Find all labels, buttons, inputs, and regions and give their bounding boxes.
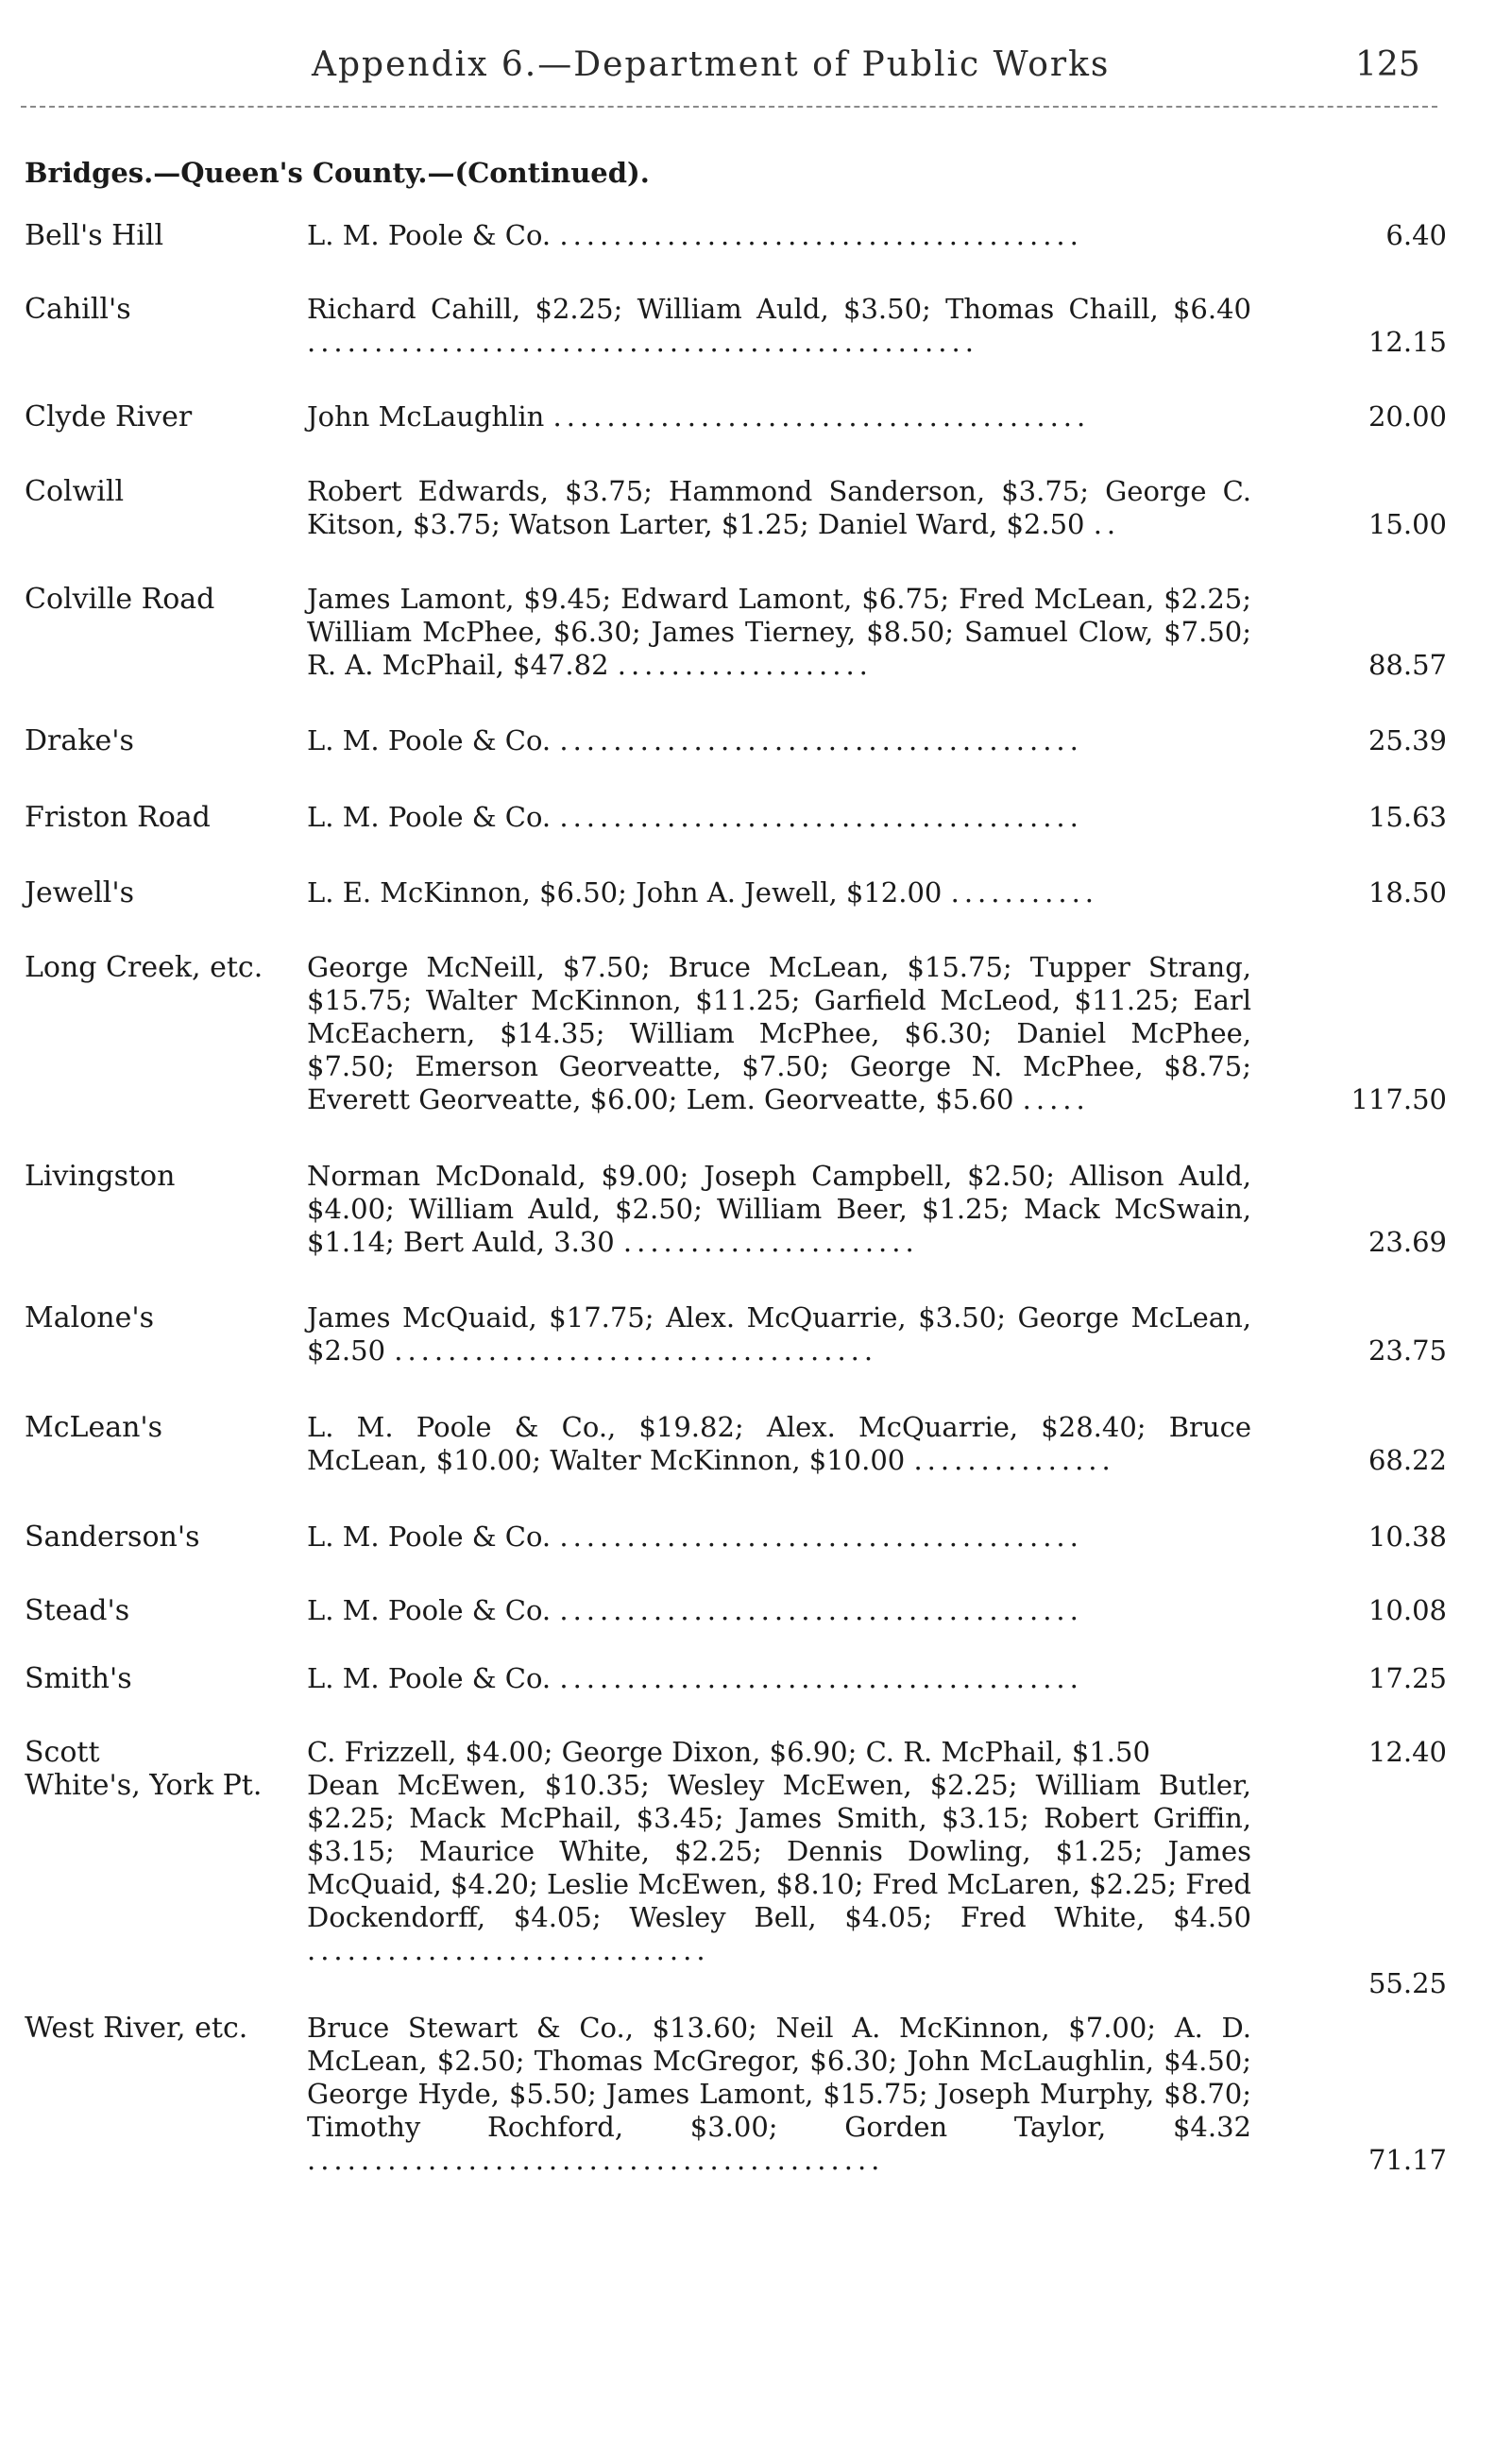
entry-place: Malone's [25, 1301, 154, 1334]
entry-payees: L. M. Poole & Co., $19.82; Alex. McQuarrie, $28.40; Bruce McLean, $10.00; Walter McKinnon, $10.00 ............... [307, 1411, 1251, 1476]
entry-place: White's, York Pt. [25, 1769, 263, 1802]
entry-payees: C. Frizzell, $4.00; George Dixon, $6.90; C. R. McPhail, $1.50 [307, 1736, 1150, 1768]
entry-amount: 25.39 [1368, 724, 1447, 756]
entry-payees: James McQuaid, $17.75; Alex. McQuarrie, $3.50; George McLean, $2.50 .................................... [307, 1301, 1251, 1367]
entry-place: Smith's [25, 1662, 132, 1695]
entry-payees: L. M. Poole & Co. ....................................... [307, 1521, 1083, 1553]
entry-payees: Bruce Stewart & Co., $13.60; Neil A. McKinnon, $7.00; A. D. McLean, $2.50; Thomas McGregor, $6.30; John McLaughlin, $4.50; George Hyde, $5.50; James Lamont, $15.75; Joseph Murphy, $8.70; Timothy Rochford, $3.00; Gorden Taylor, $4.32 ........................................... [307, 2012, 1251, 2176]
section-heading: Bridges.—Queen's County.—(Continued). [25, 157, 650, 189]
entry-place: Bell's Hill [25, 219, 164, 252]
entry-amount: 15.00 [1368, 508, 1447, 540]
entry-payees: L. M. Poole & Co. ....................................... [307, 724, 1083, 756]
entry-amount: 10.38 [1368, 1521, 1447, 1553]
entry-amount: 10.08 [1368, 1594, 1447, 1626]
entry-payees: George McNeill, $7.50; Bruce McLean, $15.75; Tupper Strang, $15.75; Walter McKinnon, $11.25; Garfield McLeod, $11.25; Earl McEachern, $14.35; William McPhee, $6.30; Daniel McPhee, $7.50; Emerson Georveatte, $7.50; George N. McPhee, $8.75; Everett Georveatte, $6.00; Lem. Georveatte, $5.60 ..... [307, 951, 1251, 1115]
entry-place: Friston Road [25, 801, 211, 834]
entry-place: Colville Road [25, 583, 215, 616]
entry-amount: 18.50 [1368, 876, 1447, 909]
entry-place: McLean's [25, 1411, 163, 1444]
entry-amount: 23.75 [1368, 1334, 1447, 1367]
entry-place: Cahill's [25, 293, 131, 326]
running-head-title: Appendix 6.—Department of Public Works [312, 45, 1111, 84]
entry-payees: John McLaughlin ........................................ [307, 400, 1091, 433]
header-rule [21, 106, 1437, 108]
entry-amount: 71.17 [1368, 2144, 1447, 2176]
entry-payees: Dean McEwen, $10.35; Wesley McEwen, $2.25; William Butler, $2.25; Mack McPhail, $3.45; James Smith, $3.15; Robert Griffin, $3.15; Maurice White, $2.25; Dennis Dowling, $1.25; James McQuaid, $4.20; Leslie McEwen, $8.10; Fred McLaren, $2.25; Fred Dockendorff, $4.05; Wesley Bell, $4.05; Fred White, $4.50 .............................. [307, 1769, 1251, 1966]
entry-amount: 55.25 [1368, 1967, 1447, 1999]
entry-place: Clyde River [25, 400, 193, 433]
entry-amount: 117.50 [1351, 1083, 1447, 1115]
entry-amount: 6.40 [1385, 219, 1447, 251]
entry-place: Scott [25, 1736, 100, 1769]
entry-place: Sanderson's [25, 1521, 200, 1554]
entry-amount: 12.15 [1368, 326, 1447, 358]
entry-amount: 17.25 [1368, 1662, 1447, 1694]
entry-payees: L. M. Poole & Co. ....................................... [307, 801, 1083, 833]
entry-payees: Norman McDonald, $9.00; Joseph Campbell, $2.50; Allison Auld, $4.00; William Auld, $2.50; William Beer, $1.25; Mack McSwain, $1.14; Bert Auld, 3.30 ...................... [307, 1160, 1251, 1258]
entry-place: West River, etc. [25, 2012, 248, 2045]
entry-amount: 12.40 [1368, 1736, 1447, 1768]
entry-payees: James Lamont, $9.45; Edward Lamont, $6.75; Fred McLean, $2.25; William McPhee, $6.30; James Tierney, $8.50; Samuel Clow, $7.50; R. A. McPhail, $47.82 ................... [307, 583, 1251, 681]
entry-payees: L. M. Poole & Co. ....................................... [307, 1662, 1083, 1694]
running-head [0, 45, 1512, 102]
entry-amount: 20.00 [1368, 400, 1447, 433]
entry-amount: 23.69 [1368, 1226, 1447, 1258]
entry-amount: 15.63 [1368, 801, 1447, 833]
entry-payees: L. M. Poole & Co. ....................................... [307, 219, 1083, 251]
entry-payees: L. M. Poole & Co. ....................................... [307, 1594, 1083, 1626]
entry-amount: 68.22 [1368, 1444, 1447, 1476]
entry-place: Jewell's [25, 876, 135, 909]
entry-payees: Richard Cahill, $2.25; William Auld, $3.50; Thomas Chaill, $6.40 .................................................. [307, 293, 1251, 358]
entry-amount: 88.57 [1368, 649, 1447, 681]
entry-place: Long Creek, etc. [25, 951, 263, 984]
entry-payees: L. E. McKinnon, $6.50; John A. Jewell, $12.00 ........... [307, 876, 1099, 909]
entry-place: Colwill [25, 475, 125, 508]
entry-place: Drake's [25, 724, 134, 757]
entry-place: Livingston [25, 1160, 176, 1193]
page-number: 125 [1355, 45, 1420, 84]
entry-place: Stead's [25, 1594, 130, 1627]
entry-payees: Robert Edwards, $3.75; Hammond Sanderson, $3.75; George C. Kitson, $3.75; Watson Larter, $1.25; Daniel Ward, $2.50 .. [307, 475, 1251, 540]
